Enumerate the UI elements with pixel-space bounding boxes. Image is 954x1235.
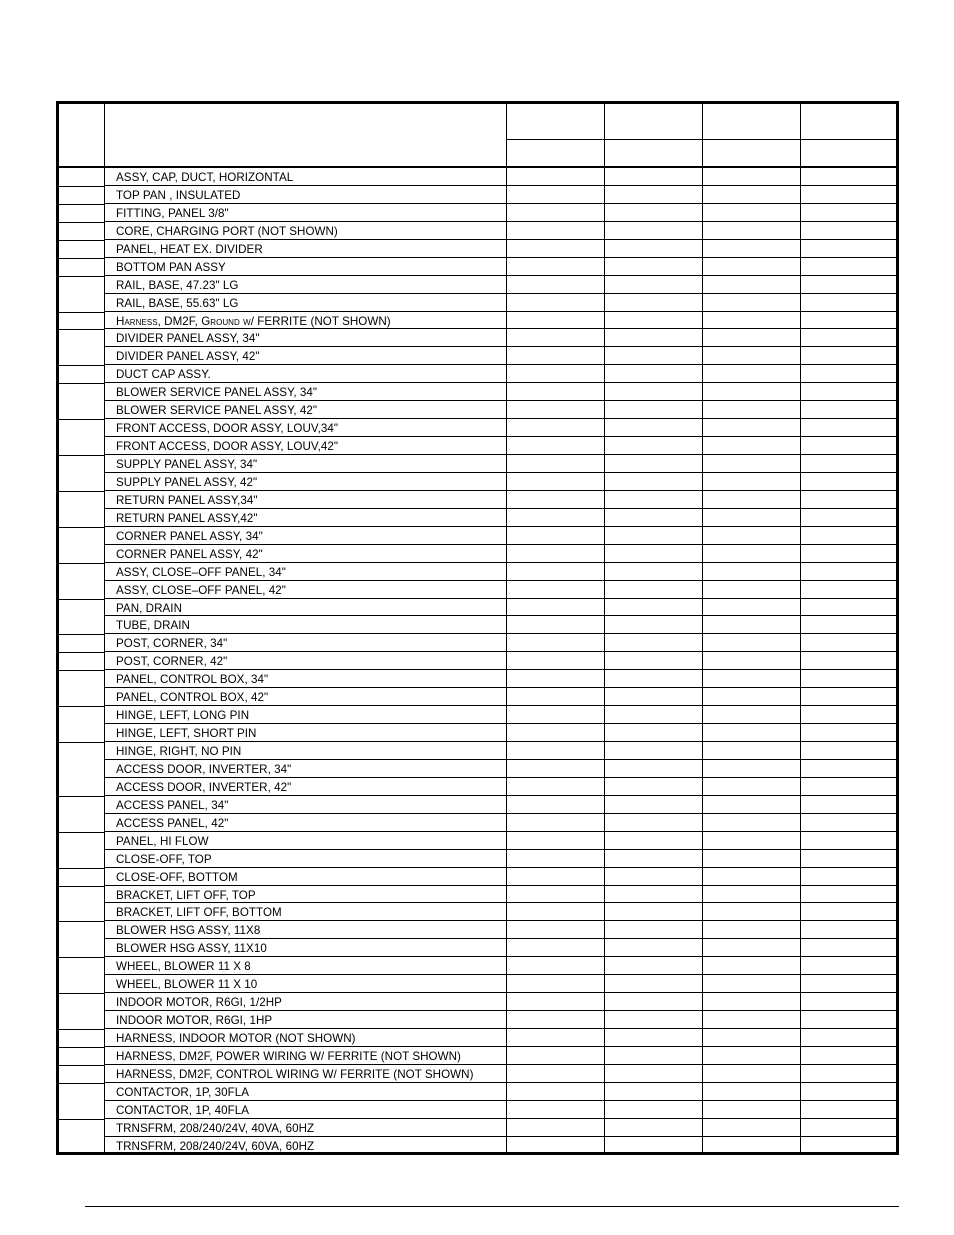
part-description: DIVIDER PANEL ASSY, 42" [116,350,260,364]
table-row [59,1065,896,1083]
parts-table [56,101,899,1155]
part-description-segment: , DM2F, [157,314,202,328]
group-divider [59,634,105,635]
part-description: ACCESS DOOR, INVERTER, 42" [116,780,292,794]
header-mid-line [507,139,896,140]
group-divider [59,186,105,187]
group-divider [59,276,105,277]
footer-rule [85,1206,899,1207]
table-row [59,186,896,204]
group-divider [59,240,105,241]
table-row [59,240,896,258]
table-row [59,473,896,491]
part-description: ASSY, CLOSE–OFF PANEL, 34" [116,565,286,579]
part-description: TRNSFRM, 208/240/24V, 40VA, 60HZ [116,1121,315,1135]
group-divider [59,993,105,994]
part-description: HINGE, LEFT, LONG PIN [116,709,250,723]
part-description: ACCESS PANEL, 34" [116,798,229,812]
table-row [59,294,896,312]
part-description: CLOSE-OFF, TOP [116,852,212,866]
table-row [59,796,896,814]
part-description: FITTING, PANEL 3/8" [116,206,229,220]
part-description: BLOWER SERVICE PANEL ASSY, 34" [116,386,318,400]
part-description: CONTACTOR, 1P, 40FLA [116,1103,250,1117]
table-row [59,993,896,1011]
part-description: HINGE, LEFT, SHORT PIN [116,727,257,741]
group-divider [59,1083,105,1084]
part-description: DIVIDER PANEL ASSY, 34" [116,332,260,346]
table-row [59,329,896,347]
table-row [59,1011,896,1029]
table-row [59,706,896,724]
part-description: PAN, DRAIN [116,601,182,615]
part-description: BLOWER SERVICE PANEL ASSY, 42" [116,404,318,418]
part-description: RAIL, BASE, 55.63" LG [116,296,239,310]
table-row [59,903,896,921]
table-row [59,599,896,617]
group-divider [59,1047,105,1048]
table-row [59,957,896,975]
table-row [59,832,896,850]
part-description: FRONT ACCESS, DOOR ASSY, LOUV,34" [116,422,339,436]
part-description: HARNESS, DM2F, CONTROL WIRING W/ FERRITE (NOT SHOWN) [116,1067,474,1081]
part-description: SUPPLY PANEL ASSY, 34" [116,458,258,471]
table-row [59,850,896,868]
table-row [59,383,896,401]
group-divider [59,204,105,205]
part-description: CORNER PANEL ASSY, 34" [116,529,263,543]
part-description: BRACKET, LIFT OFF, BOTTOM [116,906,282,920]
part-description: TRNSFRM, 208/240/24V, 60VA, 60HZ [116,1139,315,1153]
part-description-segment: Harness [116,314,158,328]
table-row [59,581,896,599]
part-description: WHEEL, BLOWER 11 X 8 [116,960,251,974]
part-description: PANEL, HI FLOW [116,834,209,848]
part-description-segment: Ground w/ [201,314,254,328]
table-row [59,563,896,581]
group-divider [59,742,105,743]
table-row [59,222,896,240]
part-description: HARNESS, DM2F, POWER WIRING W/ FERRITE (NOT SHOWN) [116,1049,461,1063]
group-divider [59,670,105,671]
table-row [59,975,896,993]
part-description: CORE, CHARGING PORT (NOT SHOWN) [116,224,338,238]
table-row [59,670,896,688]
group-divider [59,419,105,420]
group-divider [59,957,105,958]
table-row [59,365,896,383]
table-row [59,778,896,796]
table-row [59,616,896,634]
part-description: HINGE, RIGHT, NO PIN [116,745,242,758]
table-row [59,1101,896,1119]
part-description: INDOOR MOTOR, R6GI, 1/2HP [116,996,282,1010]
group-divider [59,258,105,259]
table-row [59,527,896,545]
part-description: SUPPLY PANEL ASSY, 42" [116,475,258,489]
table-row [59,437,896,455]
table-row [59,1083,896,1101]
part-description: BLOWER HSG ASSY, 11X8 [116,924,261,938]
table-row [59,939,896,957]
table-row [59,724,896,742]
table-row [59,258,896,276]
table-row [59,921,896,939]
table-row [59,652,896,670]
group-divider [59,796,105,797]
table-row [59,814,896,832]
table-row [59,312,896,330]
part-description: ACCESS PANEL, 42" [116,816,229,830]
part-description: RETURN PANEL ASSY,42" [116,511,258,525]
table-row [59,1047,896,1065]
table-row [59,760,896,778]
part-description: PANEL, CONTROL BOX, 34" [116,673,269,687]
group-divider [59,886,105,887]
part-description: CONTACTOR, 1P, 30FLA [116,1085,250,1099]
group-divider [59,921,105,922]
part-description: BRACKET, LIFT OFF, TOP [116,888,256,902]
group-divider [59,527,105,528]
part-description: POST, CORNER, 34" [116,637,228,651]
group-divider [59,563,105,564]
part-description: PANEL, CONTROL BOX, 42" [116,691,269,705]
table-row [59,455,896,473]
table-row [59,204,896,222]
part-description: TUBE, DRAIN [116,619,190,633]
group-divider [59,652,105,653]
table-row [59,886,896,904]
table-row [59,688,896,706]
group-divider [59,365,105,366]
table-row [59,868,896,886]
table-row [59,634,896,652]
part-description: ASSY, CLOSE–OFF PANEL, 42" [116,583,286,597]
table-row [59,742,896,760]
part-description: WHEEL, BLOWER 11 X 10 [116,978,258,992]
part-description: ACCESS DOOR, INVERTER, 34" [116,762,292,776]
part-description: INDOOR MOTOR, R6GI, 1HP [116,1014,273,1028]
group-divider [59,312,105,313]
part-description: RAIL, BASE, 47.23" LG [116,278,239,292]
part-description: CLOSE-OFF, BOTTOM [116,870,238,884]
table-body [59,168,896,1155]
group-divider [59,383,105,384]
group-divider [59,222,105,223]
part-description: CORNER PANEL ASSY, 42" [116,547,263,561]
part-description: PANEL, HEAT EX. DIVIDER [116,242,263,256]
table-row [59,1137,896,1155]
part-description-segment: FERRITE (NOT SHOWN) [253,314,391,328]
group-divider [59,1119,105,1120]
group-divider [59,1065,105,1066]
part-description: RETURN PANEL ASSY,34" [116,493,258,507]
part-description: BOTTOM PAN ASSY [116,260,226,274]
part-description: FRONT ACCESS, DOOR ASSY, LOUV,42" [116,440,339,454]
group-divider [59,599,105,600]
table-row [59,401,896,419]
table-row [59,491,896,509]
group-divider [59,832,105,833]
group-divider [59,706,105,707]
group-divider [59,1029,105,1030]
group-divider [59,329,105,330]
part-description [116,315,391,328]
part-description: TOP PAN , INSULATED [116,188,241,202]
table-row [59,509,896,527]
table-row [59,419,896,437]
group-divider [59,491,105,492]
table-row [59,545,896,563]
group-divider [59,868,105,869]
table-row [59,168,896,186]
table-row [59,276,896,294]
table-row [59,347,896,365]
part-description: ASSY, CAP, DUCT, HORIZONTAL [116,171,294,184]
part-description: BLOWER HSG ASSY, 11X10 [116,942,267,956]
part-description: DUCT CAP ASSY. [116,368,211,382]
part-description: POST, CORNER, 42" [116,655,228,669]
group-divider [59,455,105,456]
table-row [59,1119,896,1137]
table-row [59,1029,896,1047]
part-description: HARNESS, INDOOR MOTOR (NOT SHOWN) [116,1032,356,1045]
